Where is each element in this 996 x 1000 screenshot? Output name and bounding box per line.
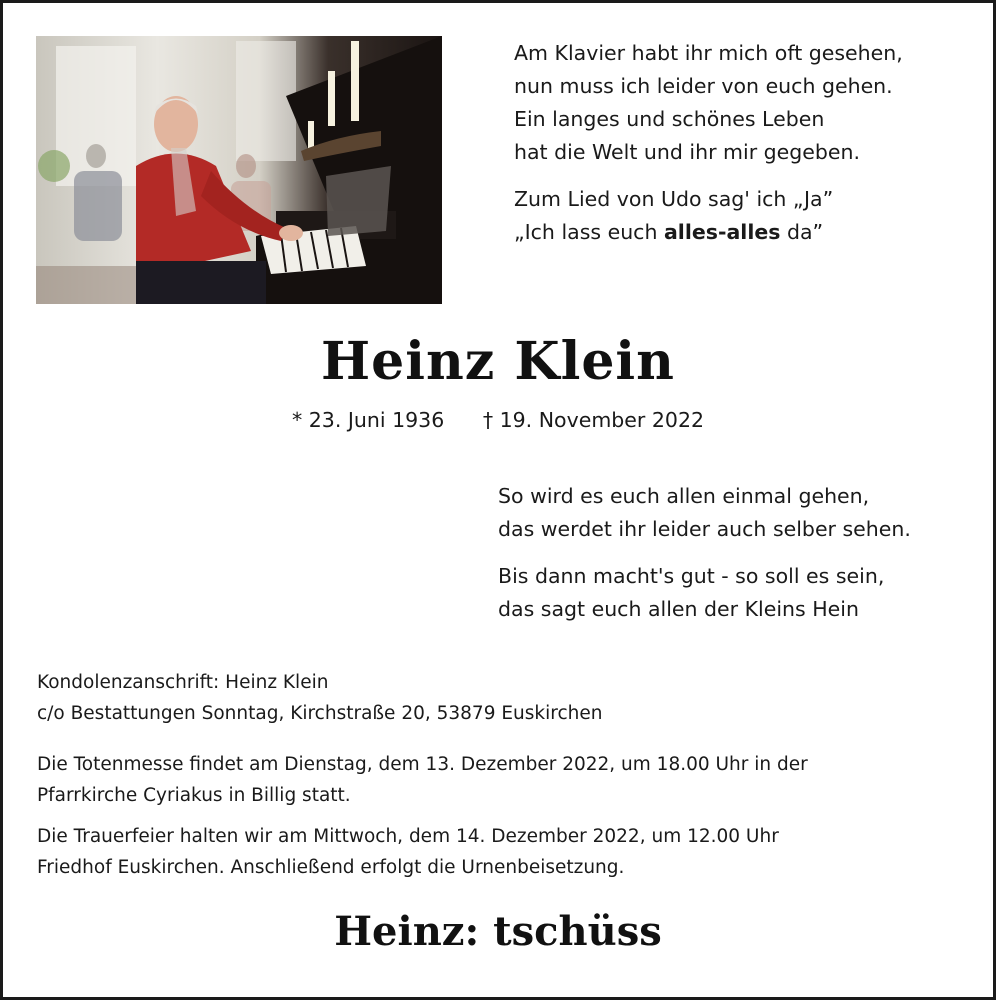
- info-line: Kondolenzanschrift: Heinz Klein: [37, 672, 329, 693]
- poem-top-stanza-1: [514, 37, 903, 169]
- funeral-info: [37, 821, 779, 883]
- poem-line-emphasis: alles-alles: [663, 220, 781, 244]
- birth-date: * 23. Juni 1936: [291, 408, 445, 432]
- info-line: Die Trauerfeier halten wir am Mittwoch, dem 14. Dezember 2022, um 12.00 Uhr: [37, 826, 779, 847]
- life-dates: [3, 408, 993, 432]
- poem-line: das werdet ihr leider auch selber sehen.: [498, 517, 911, 541]
- poem-top-stanza-2: [514, 183, 903, 249]
- poem-line: hat die Welt und ihr mir gegeben.: [514, 140, 861, 164]
- info-line: c/o Bestattungen Sonntag, Kirchstraße 20, 53879 Euskirchen: [37, 703, 603, 724]
- poem-line: nun muss ich leider von euch gehen.: [514, 74, 893, 98]
- poem-line: [514, 216, 903, 249]
- info-line: Die Totenmesse findet am Dienstag, dem 13. Dezember 2022, um 18.00 Uhr in der: [37, 754, 808, 775]
- poem-line: So wird es euch allen einmal gehen,: [498, 484, 870, 508]
- piano-player-photo: [36, 36, 442, 304]
- death-date: † 19. November 2022: [482, 408, 705, 432]
- info-line: Pfarrkirche Cyriakus in Billig statt.: [37, 785, 351, 806]
- requiem-mass-info: [37, 749, 808, 811]
- poem-line: das sagt euch allen der Kleins Hein: [498, 597, 859, 621]
- poem-top: [514, 37, 903, 249]
- poem-bottom-stanza-1: [498, 480, 911, 546]
- poem-line: Am Klavier habt ihr mich oft gesehen,: [514, 41, 903, 65]
- portrait-photo: [36, 36, 442, 304]
- poem-bottom-stanza-2: [498, 560, 911, 626]
- poem-bottom: [498, 480, 911, 626]
- poem-line: Ein langes und schönes Leben: [514, 107, 825, 131]
- info-line: Friedhof Euskirchen. Anschließend erfolgt die Urnenbeisetzung.: [37, 857, 625, 878]
- deceased-name: Heinz Klein: [320, 331, 675, 392]
- poem-line: Zum Lied von Udo sag' ich „Ja”: [514, 187, 834, 211]
- poem-line-part: „Ich lass euch: [514, 220, 664, 244]
- poem-line: Bis dann macht's gut - so soll es sein,: [498, 564, 885, 588]
- farewell-text: Heinz: tschüss: [334, 908, 662, 955]
- condolence-address: [37, 667, 602, 729]
- poem-line-part: da”: [780, 220, 824, 244]
